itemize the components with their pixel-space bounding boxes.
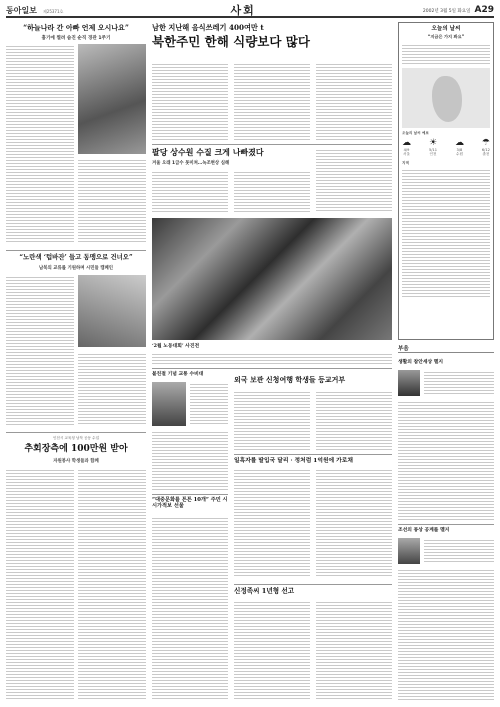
weather-box-title: 오늘의 날씨	[431, 26, 461, 32]
forecast-city: 수원	[455, 152, 463, 157]
forecast-city: 춘천	[482, 152, 490, 157]
forecast-temp: 4/9	[403, 148, 410, 153]
story2-body-b	[234, 170, 310, 212]
left-column	[6, 22, 146, 703]
main-body-a	[152, 62, 228, 140]
weather-forecast-row	[402, 138, 490, 157]
obit1-intro	[424, 370, 494, 396]
cloud-icon: ☁	[454, 138, 464, 149]
story1-headline: “하늘나라 간 아빠 언제 오시나요”	[23, 23, 129, 32]
main-body-c	[316, 62, 392, 140]
story3-body-b	[234, 390, 310, 450]
edition-number: 제25371호	[42, 8, 64, 14]
story4-body-b	[316, 468, 392, 578]
obituary-section-label: 부음	[398, 346, 494, 353]
obit1-headline: 생활의 참안세상 멜지	[398, 359, 444, 365]
region-label: 지역	[402, 161, 409, 166]
weather-intro	[402, 43, 490, 65]
forecast-temp: 6/12	[481, 148, 490, 153]
story2-body-c	[316, 148, 392, 212]
story4-body-a	[234, 468, 310, 578]
sun-icon: ☀	[428, 138, 438, 149]
forecast-label: 오늘의 날씨 예보	[402, 131, 429, 136]
story3-body-c	[316, 390, 392, 450]
story3-body-a	[152, 430, 228, 490]
weather-table	[402, 168, 490, 298]
section-title: 사회	[230, 4, 256, 17]
weather-map	[402, 68, 490, 128]
story5-body	[152, 516, 228, 700]
story3-photo-text	[190, 382, 228, 426]
story3-body-a	[6, 468, 74, 700]
umbrella-icon: ☂	[481, 138, 490, 149]
story1-photo	[78, 44, 146, 154]
story2-subhead: 겨울 오래 1급수 못미쳐…녹조현상 심해	[152, 161, 230, 166]
story3-subhead: 자원봉사 학생들과 함께	[53, 459, 99, 464]
forecast-item	[455, 138, 464, 157]
forecast-temp: 5/11	[428, 148, 438, 153]
story2-headline: “노란색 ‘텁바잔’ 들고 동맹으로 건너오”	[19, 253, 133, 261]
korea-map-shape	[432, 76, 462, 122]
forecast-item	[482, 138, 490, 157]
brand-logo: 동아일보	[6, 4, 37, 15]
story2-headline: 팔당 상수원 수질 크게 나빠졌다	[152, 147, 264, 157]
page-number: A29	[474, 5, 494, 15]
main-headline: 북한주민 한해 식량보다 많다	[152, 34, 310, 50]
photo-caption-title: ‘2월 노동대회’ 사진전	[152, 343, 200, 349]
dateline: 2002년 3월 5일 화요일	[422, 9, 471, 14]
story3-photo	[152, 382, 186, 426]
cloud-icon: ☁	[402, 138, 411, 149]
masthead	[6, 4, 494, 18]
story4-headline: 일흑자를 딸입국 달리 · 정처럼 1억원에 가로채	[234, 458, 353, 464]
exhibition-photo	[152, 218, 392, 340]
obit2-intro	[424, 538, 494, 564]
story2-body	[6, 275, 74, 425]
story6-headline: 신정족씨 1년형 선고	[234, 587, 295, 595]
page-grid	[6, 22, 494, 703]
obit1-portrait	[398, 370, 420, 396]
story1-caption	[78, 158, 146, 244]
story3-headline: 추회장측에 100만원 받아	[24, 444, 128, 454]
obit2-body	[398, 568, 494, 700]
story6-body-a	[234, 600, 310, 700]
story3-body-b	[78, 468, 146, 700]
obit2-headline: 조선의 몽상 공계를 멜지	[398, 527, 450, 533]
story2-subhead: 남북의 교류를 기원하며 시민들 캠페인	[39, 266, 113, 271]
story3-kicker: 인천시 교육청 남북 공동 수업	[52, 436, 100, 440]
forecast-item	[429, 138, 437, 157]
obit2-portrait	[398, 538, 420, 564]
right-column	[398, 22, 494, 703]
story2-body-b	[78, 352, 146, 425]
forecast-city: 인천	[429, 152, 437, 157]
weather-box	[398, 22, 494, 340]
photo-caption-body	[152, 352, 392, 364]
story5-headline: “대중문화를 튼튼 10개” 주민 시 시가적보 선물	[152, 497, 228, 509]
forecast-temp: 3/8	[456, 148, 463, 153]
story2-photo	[78, 275, 146, 347]
forecast-city: 서울	[403, 152, 410, 157]
main-body-b	[234, 62, 310, 140]
story3-headline: 외국 보관 신청여행 학생들 등교거부	[234, 375, 346, 384]
story1-body	[6, 44, 74, 244]
story1-subhead: 흉기에 찔려 숨진 순직 경관 1주기	[41, 36, 111, 42]
obit1-body	[398, 400, 494, 520]
forecast-item	[402, 138, 411, 157]
story3-kicker: 불친절 기념 교통 수비대	[152, 371, 204, 377]
story2-body-a	[152, 170, 228, 212]
main-headline-top: 남한 지난해 음식쓰레기 400여만 t	[152, 23, 264, 32]
story6-body-b	[316, 600, 392, 700]
weather-box-sub: “지금은 가지 봐요”	[427, 34, 465, 40]
middle-column	[152, 22, 392, 703]
